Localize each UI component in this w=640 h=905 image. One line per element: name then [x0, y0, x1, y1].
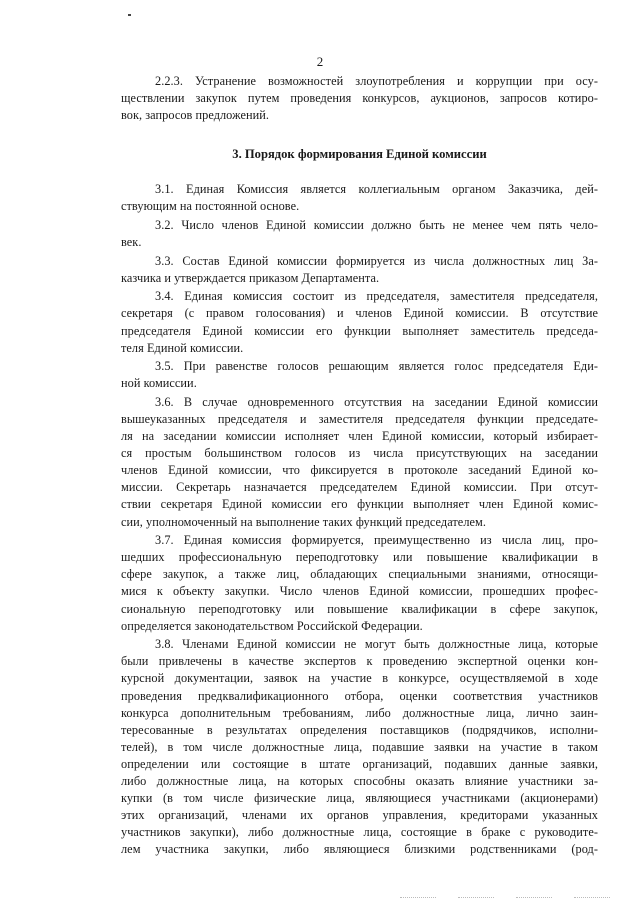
paragraph-3-6 [121, 394, 598, 531]
paragraph-3-5 [121, 358, 598, 392]
paragraph-3-2 [121, 217, 598, 251]
text-line: ся простым большинством голосов из числа присутствующих на заседании [121, 446, 598, 461]
text-line: проведения предквалификационного отбора, оценки соответствия участников [121, 688, 598, 703]
text-line: 3.4. Единая комиссия состоит из председателя, заместителя председателя, [155, 289, 598, 304]
text-line: определяется законодательством Российской Федерации. [121, 618, 423, 633]
text-line: ствующим на постоянной основе. [121, 199, 300, 214]
text-line: лем участника закупки, либо являющиеся близкими родственниками (род- [121, 842, 598, 857]
text-line: шедших профессиональную переподготовку или повышение квалификации в [121, 550, 598, 565]
text-line: были привлечены в качестве экспертов к проведению экспертной оценки кон- [121, 654, 598, 669]
paragraph-2-2-3 [121, 73, 598, 124]
text-line: мися к объекту закупки. Число членов Единой комиссии, прошедших профес- [121, 584, 598, 599]
text-line: 3.3. Состав Единой комиссии формируется из числа должностных лиц За- [155, 253, 598, 268]
text-line: участников закупки), либо должностные лица, состоящие в браке с руководите- [121, 825, 598, 840]
text-line: 3.8. Членами Единой комиссии не могут быть должностные лица, которые [155, 637, 598, 652]
text-line: купки (в том числе физические лица, являющиеся участниками (акционерами) [121, 791, 598, 806]
text-line: членов Единой комиссии, что фиксируется в протоколе заседаний Единой ко- [121, 463, 598, 478]
paragraph-3-8 [121, 636, 598, 858]
scan-artifact [458, 897, 494, 899]
text-line: этих организаций, членами их органов управления, кредиторами указанных [121, 808, 598, 823]
text-line: ществлении закупок путем проведения конкурсов, аукционов, запросов котиро- [121, 91, 598, 106]
text-line: вок, запросов предложений. [121, 108, 269, 123]
text-line: телей), в том числе должностные лица, подавшие заявки на участие в таком [121, 739, 598, 754]
page-number: 2 [316, 54, 324, 69]
scan-artifact [516, 897, 552, 899]
text-line: 3.5. При равенстве голосов решающим является голос председателя Еди- [155, 359, 598, 374]
text-line: 2.2.3. Устранение возможностей злоупотребления и коррупции при осу- [155, 74, 598, 88]
text-line: председателя Единой комиссии его функции выполняет заместитель председа- [121, 323, 598, 338]
text-line: теля Единой комиссии. [121, 340, 244, 355]
scan-artifact [574, 897, 610, 899]
text-line: вышеуказанных председателя и заместителя председателя функции председате- [121, 412, 598, 426]
text-line: сфере закупок, а также лиц, обладающих специальными знаниями, относящи- [121, 567, 598, 582]
text-line: сии, уполномоченный на выполнение таких функций председателем. [121, 514, 486, 529]
text-line: курсной документации, заявок на участие в конкурсе, осуществляемой в ходе [121, 671, 598, 686]
text-line: век. [121, 235, 142, 250]
text-line: сиональную переподготовку или повышение квалификации в сфере закупок, [121, 601, 598, 616]
text-line: 3.7. Единая комиссия формируется, преимущественно из числа лиц, про- [155, 533, 598, 548]
text-line: конкурса дополнительным требованиям, либо должностные лица, лично заин- [121, 705, 598, 720]
text-line: 3.1. Единая Комиссия является коллегиальным органом Заказчика, дей- [155, 182, 598, 197]
paragraph-3-1 [121, 181, 598, 215]
text-line: ствии секретаря Единой комиссии его функции выполняет член Единой комис- [121, 497, 598, 512]
text-line: определении или состоящие в штате организаций, подавших данные заявки, [121, 756, 598, 771]
paragraph-3-4 [121, 288, 598, 356]
scan-artifacts [400, 897, 610, 899]
text-line: 3.6. В случае одновременного отсутствия на заседании Единой комиссии [155, 394, 598, 409]
text-line: тересованные в результатах определения поставщиков (подрядчиков, исполни- [121, 722, 598, 737]
text-line: миссии. Секретарь назначается председателем Единой комиссии. При отсут- [121, 480, 598, 495]
text-line: ля на заседании комиссии исполняет член Единой комиссии, который избирает- [121, 429, 598, 444]
text-line: либо должностные лица, на которых способны оказать влияние участники за- [121, 773, 598, 788]
text-line: ной комиссии. [121, 376, 197, 391]
document-body [121, 73, 598, 858]
section-heading: 3. Порядок формирования Единой комиссии [232, 147, 487, 162]
paragraph-3-3 [121, 253, 598, 287]
scan-artifact [400, 897, 436, 899]
text-line: секретаря (с правом голосования) и членов Единой комиссии. В отсутствие [121, 306, 598, 321]
text-line: казчика и утверждается приказом Департамента. [121, 270, 380, 285]
paragraph-3-7 [121, 532, 598, 635]
scan-mark [128, 14, 131, 16]
text-line: 3.2. Число членов Единой комиссии должно быть не менее чем пять чело- [155, 217, 598, 232]
